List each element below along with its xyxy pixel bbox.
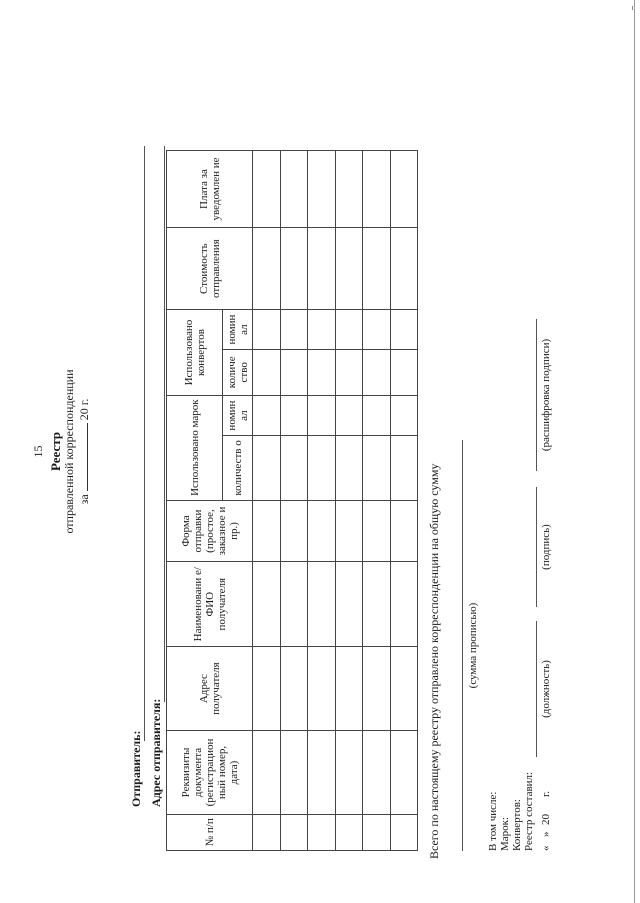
header-stamps-used: Использовано марок [167,395,223,500]
table-cell [335,562,363,646]
total-sum-caption: (сумма прописью) [467,602,479,689]
table-cell [390,310,418,350]
header-envelopes-nominal: номин ал [223,310,253,350]
table-cell [363,500,391,562]
table-cell [308,646,336,730]
date-year: 20 [540,814,552,825]
period-blank [77,423,88,491]
period-prefix: за [77,494,91,505]
table-cell [280,151,308,228]
table-cell [390,731,418,814]
table-cell [390,349,418,395]
page-edge-line [634,0,635,903]
position-caption: (должность) [540,660,552,718]
table-cell [253,436,281,500]
table-cell [308,500,336,562]
header-envelopes-used: Использовано конвертов [167,310,223,395]
table-cell [308,349,336,395]
header-envelopes-quantity: количе ство [223,349,253,395]
table-cell [390,562,418,646]
table-cell [335,436,363,500]
table-cell [335,228,363,310]
signature-decode-fill-line [536,319,537,471]
table-cell [308,814,336,850]
date-quote-close: » [540,831,552,837]
document-subtitle: отправленной корреспонденции [62,369,76,534]
table-cell [253,646,281,730]
period-line [77,0,92,903]
table-cell [335,310,363,350]
sender-address-label: Адрес отправителя: [149,698,163,807]
table-cell [363,646,391,730]
table-cell [363,349,391,395]
header-recipient-address: Адрес получателя [167,646,253,730]
envelopes-label: Конвертов: [511,799,523,851]
position-fill-line [536,621,537,757]
compiled-by-label: Реестр составил: [523,771,535,851]
scan-mark [632,6,633,10]
sender-fill-line [144,146,145,741]
table-cell [280,436,308,500]
signature-fill-line [536,487,537,607]
table-cell [390,395,418,436]
table-cell [363,395,391,436]
table-cell [253,151,281,228]
total-sum-label: Всего по настоящему реестру отправлено корреспонденции на общую сумму [427,463,441,859]
table-cell [308,562,336,646]
total-sum-fill-line [462,440,463,851]
table-row [280,151,308,851]
date-suffix: г. [540,790,552,797]
table-cell [280,731,308,814]
signature-caption: (подпись) [540,524,552,570]
table-cell [335,395,363,436]
page-number: 15 [31,445,45,458]
table-cell [253,310,281,350]
table-cell [280,646,308,730]
registry-table [166,150,418,851]
table-cell [363,436,391,500]
table-cell [308,731,336,814]
table-cell [363,814,391,850]
table-cell [253,562,281,646]
table-cell [280,310,308,350]
table-cell [280,349,308,395]
table-cell [335,500,363,562]
document-title: Реестр [48,432,63,472]
table-cell [280,500,308,562]
table-cell [253,349,281,395]
table-row [335,151,363,851]
header-send-form: Форма отправки (простое, заказное и пр.) [167,500,253,562]
signature-decode-caption: (расшифровка подписи) [540,338,552,452]
table-cell [335,151,363,228]
table-cell [363,562,391,646]
table-cell [390,814,418,850]
table-cell [335,349,363,395]
table-cell [308,151,336,228]
table-cell [335,646,363,730]
table-row [253,151,281,851]
header-stamps-quantity: количеств о [223,436,253,500]
table-cell [253,228,281,310]
header-stamps-nominal: номин ал [223,395,253,436]
table-cell [253,395,281,436]
period-suffix: 20 г. [77,398,91,421]
table-cell [308,395,336,436]
table-cell [335,731,363,814]
table-row [390,151,418,851]
including-label: В том числе: [487,791,499,851]
stamps-label: Марок: [499,816,511,851]
header-recipient-name: Наименовани е/ФИО получателя [167,562,253,646]
table-cell [308,228,336,310]
table-cell [390,500,418,562]
table-cell [253,731,281,814]
table-cell [363,228,391,310]
table-cell [308,310,336,350]
header-cost: Стоимость отправления [167,228,253,310]
table-cell [308,436,336,500]
table-row [308,151,336,851]
header-requisites: Реквизиты документа (регистрацион ный номер, дата) [167,731,253,814]
table-cell [390,228,418,310]
sender-address-fill-line [164,146,165,702]
table-cell [280,395,308,436]
table-cell [390,436,418,500]
table-row [363,151,391,851]
table-cell [280,228,308,310]
table-cell [280,814,308,850]
table-cell [363,310,391,350]
table-cell [390,646,418,730]
table-cell [335,814,363,850]
date-quote-open: « [540,845,552,851]
table-cell [390,151,418,228]
header-num: № п/п [167,814,253,850]
table-cell [280,562,308,646]
sender-label: Отправитель: [129,730,143,807]
registry-table-body [253,151,418,851]
table-cell [253,500,281,562]
table-cell [363,151,391,228]
header-notice-fee: Плата за уведомлен ие [167,151,253,228]
table-cell [253,814,281,850]
table-cell [363,731,391,814]
